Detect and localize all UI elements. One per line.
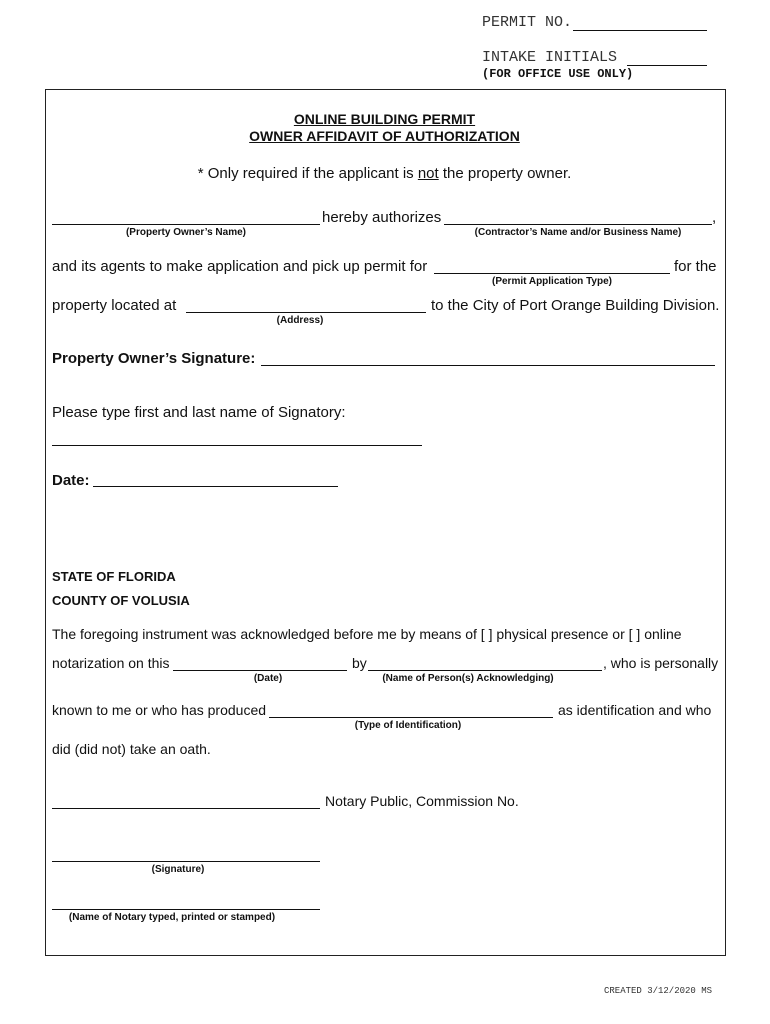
owner-signature-field[interactable] [261, 365, 715, 366]
form-title: ONLINE BUILDING PERMIT [293, 111, 476, 127]
form-subtitle: OWNER AFFIDAVIT OF AUTHORIZATION [249, 128, 520, 144]
for-the-text: for the [674, 258, 717, 275]
state-heading: STATE OF FLORIDA [52, 569, 176, 584]
office-use-note: (FOR OFFICE USE ONLY) [482, 67, 634, 81]
permit-no-field[interactable] [573, 30, 707, 31]
permit-no-label: PERMIT NO. [482, 14, 573, 31]
identification-type-field[interactable] [269, 717, 553, 718]
commission-text: Notary Public, Commission No. [325, 793, 519, 809]
notary-name-caption: (Name of Notary typed, printed or stamped) [68, 912, 276, 923]
owner-note: * Only required if the applicant is not the property owner. [197, 165, 572, 182]
comma: , [712, 209, 717, 226]
person-acknowledging-field[interactable] [368, 670, 602, 671]
type-name-label: Please type first and last name of Signatory: [52, 404, 346, 421]
date-caption: (Date) [253, 673, 283, 684]
by-text: by [352, 655, 367, 671]
located-at-text: property located at [52, 297, 177, 314]
personally-text: , who is personally [603, 655, 719, 671]
intake-initials-label: INTAKE INITIALS [482, 49, 618, 66]
notary-name-field[interactable] [52, 909, 320, 910]
permit-type-caption: (Permit Application Type) [491, 276, 612, 287]
oath-text: did (did not) take an oath. [52, 741, 211, 757]
county-heading: COUNTY OF VOLUSIA [52, 593, 190, 608]
notarization-text: notarization on this [52, 655, 170, 671]
intake-initials-field[interactable] [627, 65, 707, 66]
notary-signature-field[interactable] [52, 861, 320, 862]
notarization-date-field[interactable] [173, 670, 347, 671]
address-caption: (Address) [276, 315, 324, 326]
property-owner-name-field[interactable] [52, 224, 320, 225]
agents-text: and its agents to make application and pick up permit for [52, 258, 428, 275]
date-label: Date: [52, 472, 90, 489]
date-field[interactable] [93, 486, 338, 487]
identification-caption: (Type of Identification) [354, 720, 462, 731]
hereby-authorizes-text: hereby authorizes [322, 209, 442, 226]
foregoing-text: The foregoing instrument was acknowledged before me by means of [ ] physical presence or [ ] online [52, 626, 682, 642]
permit-type-field[interactable] [434, 273, 670, 274]
signatory-name-field[interactable] [52, 445, 422, 446]
as-identification-text: as identification and who [558, 702, 712, 718]
signature-caption: (Signature) [151, 864, 205, 875]
owner-name-caption: (Property Owner’s Name) [125, 227, 247, 238]
created-stamp: CREATED 3/12/2020 MS [604, 986, 713, 996]
commission-field[interactable] [52, 808, 320, 809]
contractor-name-field[interactable] [444, 224, 712, 225]
to-city-text: to the City of Port Orange Building Division. [431, 297, 720, 314]
contractor-caption: (Contractor’s Name and/or Business Name) [474, 227, 682, 238]
known-text: known to me or who has produced [52, 702, 267, 718]
person-caption: (Name of Person(s) Acknowledging) [382, 673, 554, 684]
address-field[interactable] [186, 312, 426, 313]
owner-signature-label: Property Owner’s Signature: [52, 350, 256, 367]
